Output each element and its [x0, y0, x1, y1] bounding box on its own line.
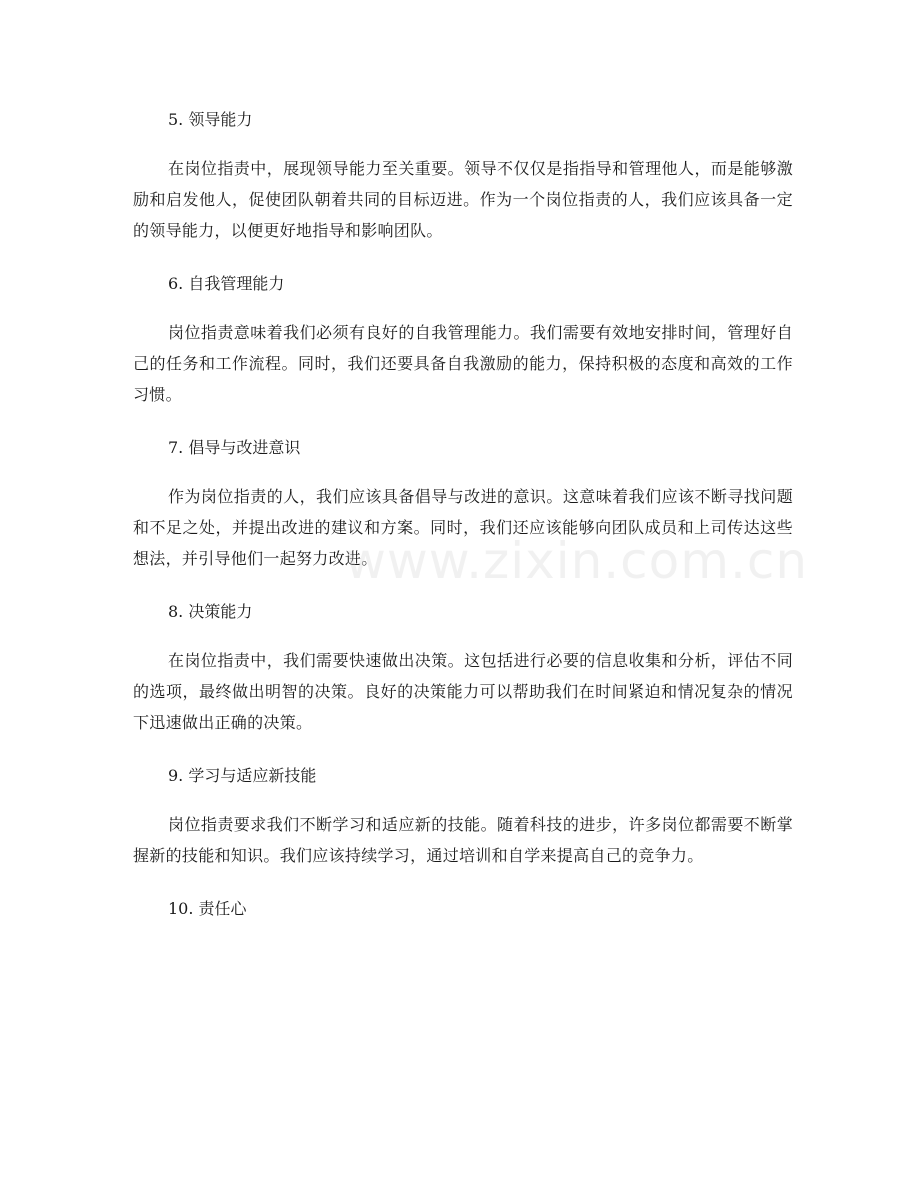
section-9: [133, 760, 793, 893]
section-heading: 10. 责任心: [168, 899, 247, 918]
section-heading: 8. 决策能力: [168, 602, 253, 621]
section-paragraph: 岗位指责意味着我们必须有良好的自我管理能力。我们需要有效地安排时间，管理好自己的任务和工作流程。同时，我们还要具备自我激励的能力，保持积极的态度和高效的工作习惯。: [133, 323, 793, 404]
section-paragraph: 作为岗位指责的人，我们应该具备倡导与改进的意识。这意味着我们应该不断寻找问题和不足之处，并提出改进的建议和方案。同时，我们还应该能够向团队成员和上司传达这些想法，并引导他们一起努力改进。: [133, 487, 793, 568]
section-paragraph: 岗位指责要求我们不断学习和适应新的技能。随着科技的进步，许多岗位都需要不断掌握新的技能和知识。我们应该持续学习，通过培训和自学来提高自己的竞争力。: [133, 815, 793, 865]
section-5: [133, 104, 793, 268]
section-paragraph: 在岗位指责中，展现领导能力至关重要。领导不仅仅是指指导和管理他人，而是能够激励和启发他人，促使团队朝着共同的目标迈进。作为一个岗位指责的人，我们应该具备一定的领导能力，以便更好地指导和影响团队。: [133, 159, 793, 240]
section-paragraph: 在岗位指责中，我们需要快速做出决策。这包括进行必要的信息收集和分析，评估不同的选项，最终做出明智的决策。良好的决策能力可以帮助我们在时间紧迫和情况复杂的情况下迅速做出正确的决策。: [133, 651, 793, 732]
section-heading: 5. 领导能力: [168, 110, 253, 129]
section-heading: 6. 自我管理能力: [168, 274, 285, 293]
section-heading: 7. 倡导与改进意识: [168, 438, 301, 457]
section-6: [133, 268, 793, 432]
document-body: [133, 104, 793, 925]
section-heading: 9. 学习与适应新技能: [168, 766, 317, 785]
section-7: [133, 432, 793, 596]
watermark: www.zixin.com.cn: [345, 532, 809, 590]
section-8: [133, 596, 793, 760]
section-10: [133, 893, 793, 925]
